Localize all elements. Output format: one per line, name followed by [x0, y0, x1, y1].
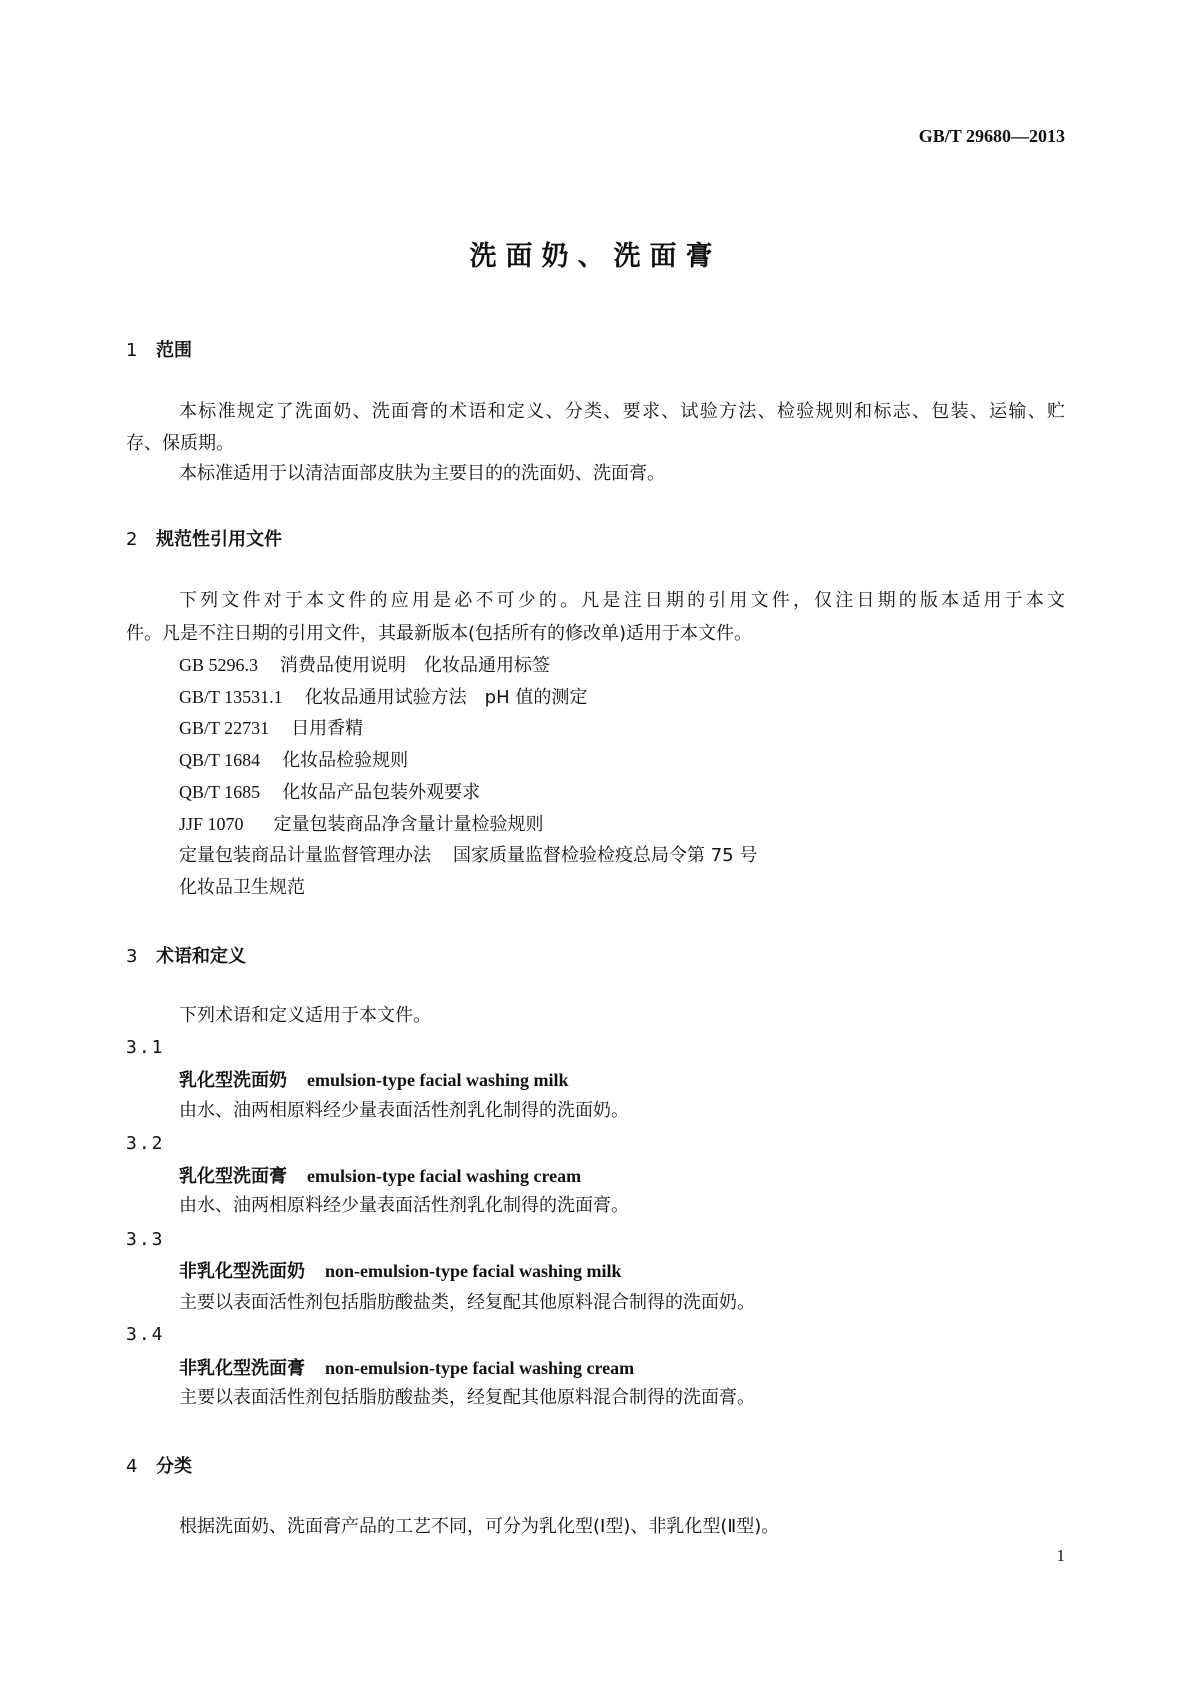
term-number: 3.2	[126, 1133, 165, 1154]
term-definition: 主要以表面活性剂包括脂肪酸盐类，经复配其他原料混合制得的洗面膏。	[179, 1387, 755, 1408]
term-en: non-emulsion-type facial washing milk	[325, 1261, 622, 1281]
reference-name: 化妆品通用试验方法 pH 值的测定	[304, 687, 588, 708]
page-number: 1	[1056, 1546, 1065, 1565]
term-heading	[179, 1260, 622, 1283]
paragraph: 根据洗面奶、洗面膏产品的工艺不同，可分为乳化型(Ⅰ型)、非乳化型(Ⅱ型)。	[179, 1516, 780, 1537]
reference-code: GB/T 22731	[179, 718, 270, 738]
term-number: 3.1	[126, 1037, 165, 1058]
section-1-heading	[126, 336, 192, 362]
reference-code: JJF 1070	[179, 814, 244, 834]
term-number: 3.3	[126, 1229, 165, 1250]
section-3-heading	[126, 942, 246, 968]
reference-code: 定量包装商品计量监督管理办法	[179, 845, 431, 866]
reference-name: 日用香精	[291, 718, 364, 739]
reference-name: 国家质量监督检验检疫总局令第 75 号	[453, 845, 758, 866]
reference-name: 化妆品检验规则	[282, 750, 409, 771]
term-definition: 由水、油两相原料经少量表面活性剂乳化制得的洗面膏。	[179, 1195, 629, 1216]
reference-code: GB/T 13531.1	[179, 687, 283, 707]
section-title: 范围	[156, 340, 192, 361]
term-definition: 由水、油两相原料经少量表面活性剂乳化制得的洗面奶。	[179, 1100, 629, 1121]
reference-item	[179, 877, 305, 899]
term-en: emulsion-type facial washing milk	[307, 1070, 569, 1090]
paragraph: 下列术语和定义适用于本文件。	[179, 1005, 431, 1026]
reference-item	[179, 749, 408, 772]
term-en: emulsion-type facial washing cream	[307, 1166, 582, 1186]
reference-item	[179, 845, 757, 867]
section-2-heading	[126, 525, 282, 551]
term-definition: 主要以表面活性剂包括脂肪酸盐类，经复配其他原料混合制得的洗面奶。	[179, 1292, 755, 1313]
reference-name: 化妆品产品包装外观要求	[282, 782, 481, 803]
reference-item	[179, 654, 550, 677]
reference-item	[179, 717, 363, 740]
reference-name: 定量包装商品净含量计量检验规则	[273, 814, 544, 835]
term-zh: 乳化型洗面膏	[179, 1166, 287, 1187]
standard-number: GB/T 29680—2013	[918, 126, 1065, 146]
reference-code: 化妆品卫生规范	[179, 877, 305, 898]
paragraph-line: 下列文件对于本文件的应用是必不可少的。凡是注日期的引用文件，仅注日期的版本适用于本文	[179, 590, 1065, 611]
page-title: 洗面奶、洗面膏	[469, 241, 722, 272]
reference-code: GB 5296.3	[179, 655, 259, 675]
section-number: 3	[126, 946, 138, 967]
section-title: 术语和定义	[156, 946, 246, 967]
paragraph-line: 存、保质期。	[126, 433, 234, 454]
section-title: 分类	[156, 1456, 192, 1477]
section-number: 1	[126, 340, 138, 361]
term-zh: 非乳化型洗面奶	[179, 1261, 305, 1282]
term-heading	[179, 1357, 634, 1380]
section-number: 2	[126, 529, 138, 550]
section-4-heading	[126, 1452, 192, 1478]
paragraph-line: 件。凡是不注日期的引用文件，其最新版本(包括所有的修改单)适用于本文件。	[126, 623, 753, 644]
section-number: 4	[126, 1456, 138, 1477]
reference-code: QB/T 1684	[179, 750, 261, 770]
term-heading	[179, 1165, 581, 1188]
reference-item	[179, 686, 587, 709]
reference-item	[179, 781, 480, 804]
reference-code: QB/T 1685	[179, 782, 261, 802]
term-zh: 乳化型洗面奶	[179, 1070, 287, 1091]
term-heading	[179, 1069, 569, 1092]
reference-item	[179, 813, 544, 836]
term-en: non-emulsion-type facial washing cream	[325, 1358, 635, 1378]
paragraph: 本标准适用于以清洁面部皮肤为主要目的的洗面奶、洗面膏。	[179, 463, 665, 484]
reference-name: 消费品使用说明 化妆品通用标签	[280, 655, 551, 676]
paragraph-line: 本标准规定了洗面奶、洗面膏的术语和定义、分类、要求、试验方法、检验规则和标志、包装、运输、贮	[179, 401, 1065, 422]
term-number: 3.4	[126, 1324, 165, 1345]
term-zh: 非乳化型洗面膏	[179, 1358, 305, 1379]
section-title: 规范性引用文件	[156, 529, 282, 550]
